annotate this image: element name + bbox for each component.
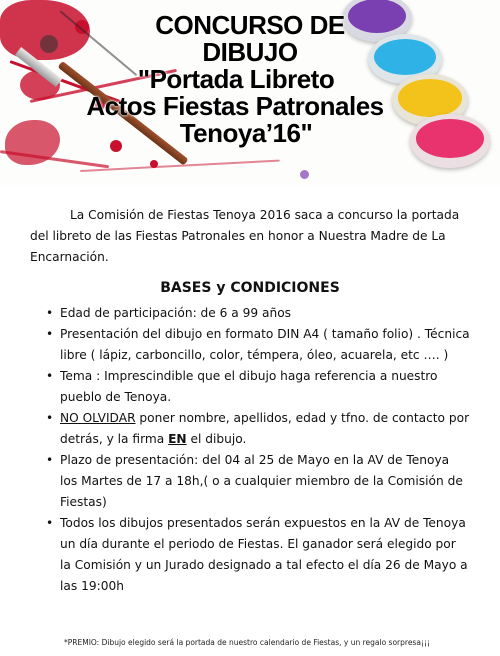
prize-footnote: *PREMIO: Dibujo elegido será la portada de nuestro calendario de Fiestas, y un regalo sorpresa¡¡¡	[64, 638, 430, 647]
list-item	[30, 324, 470, 366]
list-item	[30, 366, 470, 408]
title-line: "Portada Libreto	[137, 64, 335, 94]
conditions-list	[30, 303, 470, 597]
title-line: Tenoya’16"	[179, 118, 313, 148]
header-banner	[0, 0, 500, 185]
section-heading: BASES y CONDICIONES	[160, 280, 340, 296]
bullet-icon: •	[46, 453, 54, 467]
no-olvidar-emphasis: NO OLVIDAR	[60, 411, 136, 425]
list-item	[30, 450, 470, 513]
bullet-icon: •	[46, 369, 54, 383]
intro-paragraph: La Comisión de Fiestas Tenoya 2016 saca a concurso la portada del libreto de las Fiestas Patronales en honor a Nuestra Madre de La Encarnación.	[30, 208, 460, 264]
title-line: CONCURSO DE	[155, 10, 345, 40]
bullet-icon: •	[46, 306, 54, 320]
bullet-icon: •	[46, 516, 54, 530]
bullet-icon: •	[46, 327, 54, 341]
title-line: Actos Fiestas Patronales	[86, 91, 384, 121]
item-text: Edad de participación: de 6 a 99 años	[60, 306, 292, 320]
en-emphasis: EN	[168, 432, 187, 446]
title-line: DIBUJO	[202, 37, 298, 67]
list-item	[30, 513, 470, 597]
bullet-icon: •	[46, 411, 54, 425]
item-text: Plazo de presentación: del 04 al 25 de Mayo en la AV de Tenoya los Martes de 17 a 18h,( o a cualquier miembro de la Comisión de Fiestas)	[60, 453, 463, 509]
item-text: Tema : Imprescindible que el dibujo haga referencia a nuestro pueblo de Tenoya.	[60, 369, 438, 404]
poster-title	[0, 12, 500, 147]
item-text: poner nombre, apellidos, edad y tfno. de contacto por detrás, y la firma	[60, 411, 470, 446]
list-item	[30, 303, 470, 324]
announcement-body	[30, 205, 470, 597]
item-text: Todos los dibujos presentados serán expuestos en la AV de Tenoya un día durante el periodo de Fiestas. El ganador será elegido por la Comisión y un Jurado designado a tal efecto el día 26 de Mayo a las 19:00h	[60, 516, 468, 593]
item-text: Presentación del dibujo en formato DIN A4 ( tamaño folio) . Técnica libre ( lápiz, carboncillo, color, témpera, óleo, acuarela, etc …. )	[60, 327, 470, 362]
item-text: el dibujo.	[186, 432, 247, 446]
list-item	[30, 408, 470, 450]
